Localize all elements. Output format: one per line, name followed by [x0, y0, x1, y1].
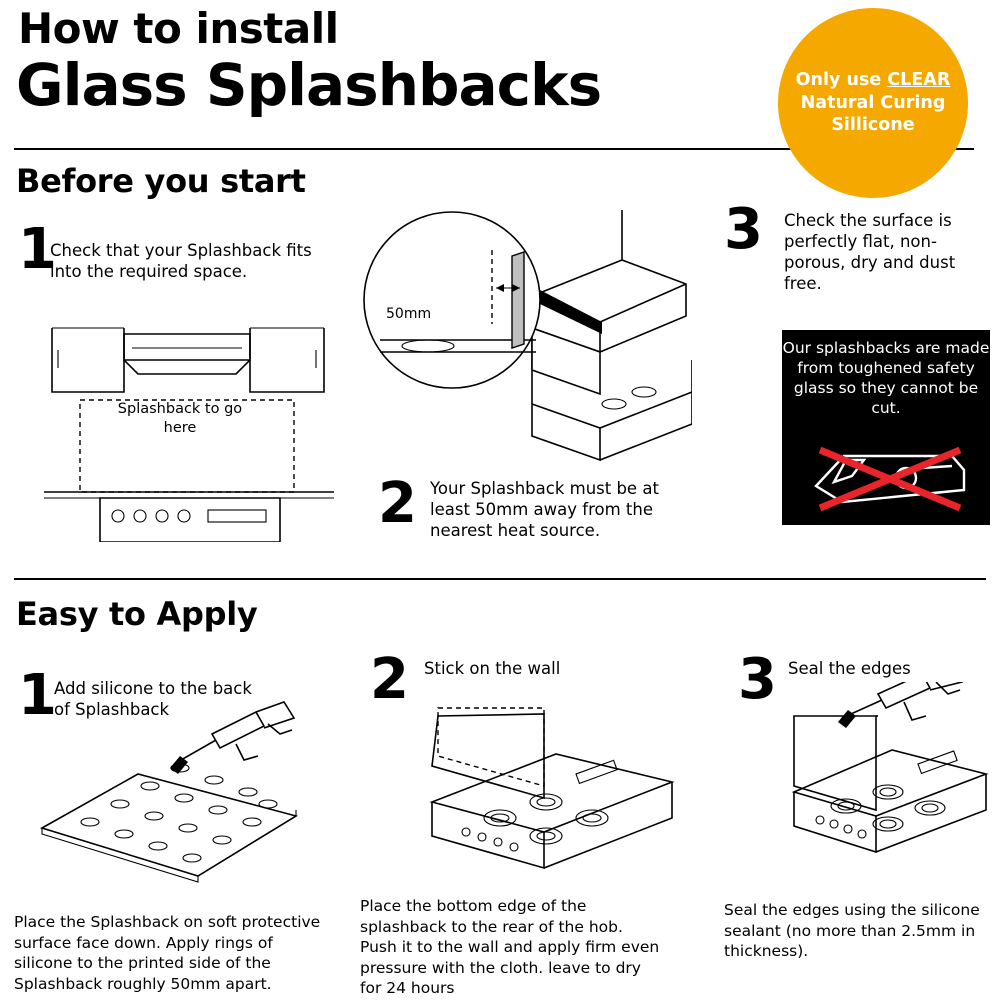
step-number-before-1: 1 [18, 217, 57, 282]
step-title-apply-2: Stick on the wall [424, 659, 561, 678]
caulking-gun-icon-2 [838, 682, 962, 728]
step-title-apply-3: Seal the edges [788, 659, 911, 678]
divider-middle [14, 578, 986, 580]
body-text-apply-1: Place the Splashback on soft protective surface face down. Apply rings of silicone to the printed side of the Splashback roughly 50mm apart. [14, 913, 321, 993]
step-number-apply-3: 3 [738, 647, 777, 712]
badge-line3: Sillicone [831, 115, 915, 136]
badge-line2: Natural Curing [800, 92, 946, 113]
step-number-before-3: 3 [724, 197, 763, 262]
badge-text [782, 69, 965, 136]
diagram-seal-edges [716, 682, 996, 882]
knife-crossed-out-icon [802, 442, 972, 516]
diagram-50mm-clearance [356, 204, 692, 464]
body-text-apply-3: Seal the edges using the silicone sealant (no more than 2.5mm in thickness). [724, 901, 980, 961]
badge-line1-underlined: CLEAR [887, 70, 951, 91]
step-number-apply-2: 2 [370, 647, 409, 712]
diagram-stick-on-wall [360, 690, 680, 882]
diagram-label-splashback-to-go-here: Splashback to go here [117, 401, 243, 436]
step-title-apply-1: Add silicone to the back of Splashback [54, 679, 252, 720]
step-number-apply-1: 1 [18, 663, 57, 728]
warning-box-cannot-be-cut [782, 330, 990, 525]
page-title-line1: How to install [18, 4, 339, 53]
section-heading-before-you-start: Before you start [16, 162, 306, 200]
diagram-label-50mm: 50mm [386, 306, 432, 322]
step-text-before-2: Your Splashback must be at least 50mm away from the nearest heat source. [430, 479, 659, 541]
section-heading-easy-to-apply: Easy to Apply [16, 595, 258, 633]
step-number-before-2: 2 [378, 471, 417, 536]
page-title-line2: Glass Splashbacks [16, 51, 602, 119]
step-text-before-1: Check that your Splashback fits into the required space. [50, 241, 312, 282]
warning-box-text: Our splashbacks are made from toughened safety glass so they cannot be cut. [782, 339, 990, 418]
caulking-gun-icon [170, 702, 294, 774]
badge-line1-pre: Only use [795, 70, 888, 91]
diagram-apply-silicone [20, 700, 320, 890]
clear-silicone-badge [778, 8, 968, 198]
step-text-before-3: Check the surface is perfectly flat, non-porous, dry and dust free. [784, 211, 956, 294]
body-text-apply-2: Place the bottom edge of the splashback to the rear of the hob. Push it to the wall and apply firm even pressure with the cloth. leave to dry for 24 hours [360, 897, 660, 998]
